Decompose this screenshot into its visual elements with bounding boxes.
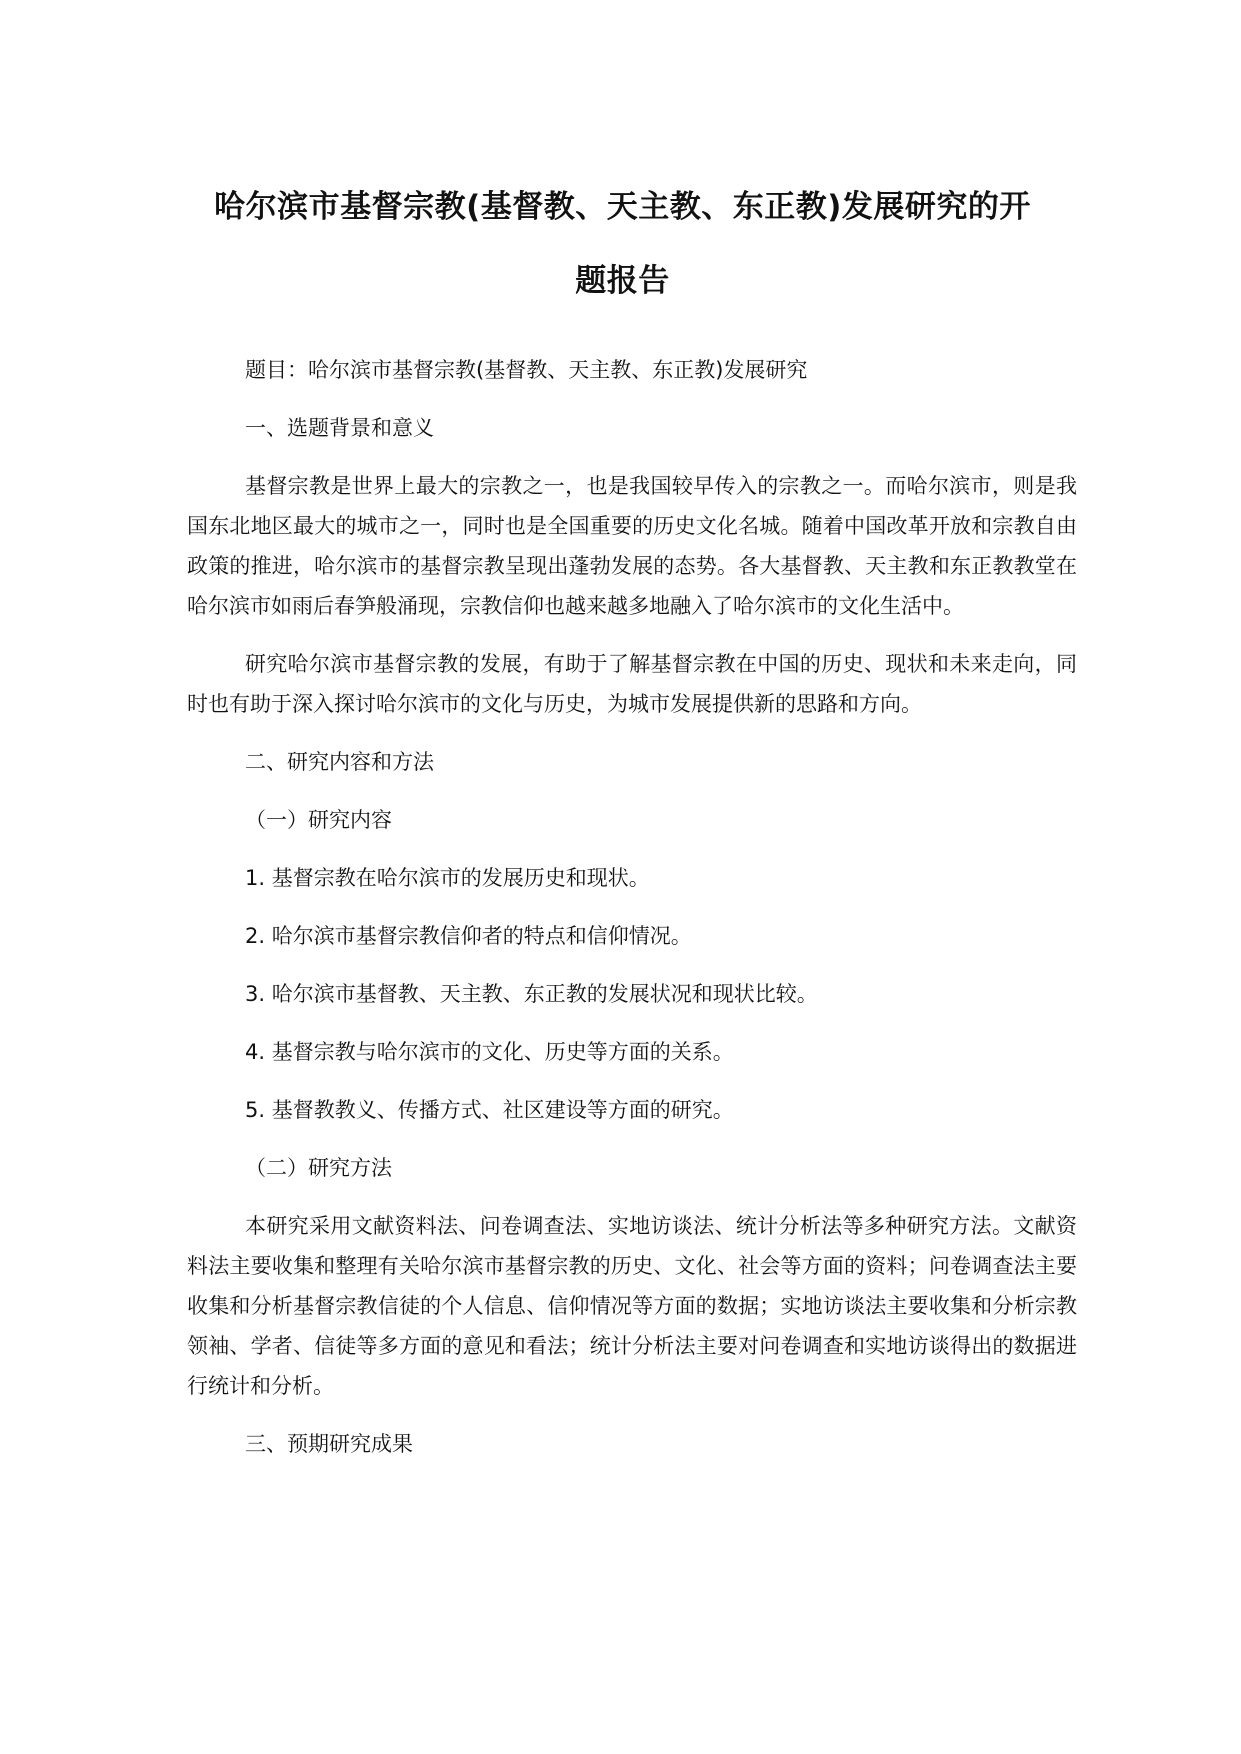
- content-item-1: 1. 基督宗教在哈尔滨市的发展历史和现状。: [245, 866, 650, 890]
- methods-paragraph: 本研究采用文献资料法、问卷调查法、实地访谈法、统计分析法等多种研究方法。文献资料法主要收集和整理有关哈尔滨市基督宗教的历史、文化、社会等方面的资料；问卷调查法主要收集和分析基督宗教信徒的个人信息、信仰情况等方面的数据；实地访谈法主要收集和分析宗教领袖、学者、信徒等多方面的意见和看法；统计分析法主要对问卷调查和实地访谈得出的数据进行统计和分析。: [187, 1214, 1077, 1398]
- document-body: [187, 350, 1077, 1482]
- title-line-1: 哈尔滨市基督宗教(基督教、天主教、东正教)发展研究的开: [214, 189, 1031, 225]
- section-heading-content-methods: 二、研究内容和方法: [245, 750, 434, 774]
- subsection-heading-content: （一）研究内容: [245, 808, 392, 832]
- content-item-3: 3. 哈尔滨市基督教、天主教、东正教的发展状况和现状比较。: [245, 982, 818, 1006]
- section-heading-background: 一、选题背景和意义: [245, 416, 434, 440]
- document-title: [185, 170, 1060, 318]
- background-paragraph-1: 基督宗教是世界上最大的宗教之一，也是我国较早传入的宗教之一。而哈尔滨市，则是我国东北地区最大的城市之一，同时也是全国重要的历史文化名城。随着中国改革开放和宗教自由政策的推进，哈尔滨市的基督宗教呈现出蓬勃发展的态势。各大基督教、天主教和东正教教堂在哈尔滨市如雨后春笋般涌现，宗教信仰也越来越多地融入了哈尔滨市的文化生活中。: [187, 474, 1077, 618]
- title-line-2: 题报告: [575, 263, 670, 299]
- background-paragraph-2: 研究哈尔滨市基督宗教的发展，有助于了解基督宗教在中国的历史、现状和未来走向，同时也有助于深入探讨哈尔滨市的文化与历史，为城市发展提供新的思路和方向。: [187, 652, 1077, 716]
- content-item-5: 5. 基督教教义、传播方式、社区建设等方面的研究。: [245, 1098, 734, 1122]
- subject-line: 题目：哈尔滨市基督宗教(基督教、天主教、东正教)发展研究: [245, 358, 808, 382]
- subsection-heading-methods: （二）研究方法: [245, 1156, 392, 1180]
- content-item-2: 2. 哈尔滨市基督宗教信仰者的特点和信仰情况。: [245, 924, 692, 948]
- content-item-4: 4. 基督宗教与哈尔滨市的文化、历史等方面的关系。: [245, 1040, 734, 1064]
- section-heading-expected-results: 三、预期研究成果: [245, 1432, 413, 1456]
